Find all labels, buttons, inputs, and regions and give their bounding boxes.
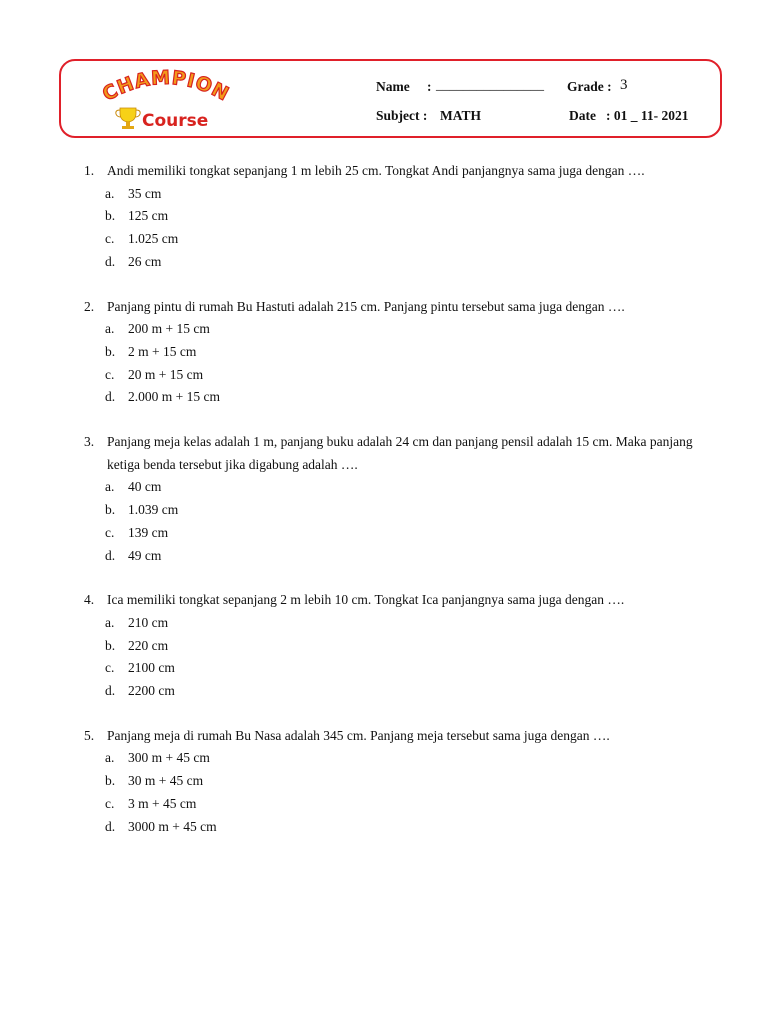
- option-text: 30 m + 45 cm: [128, 773, 204, 789]
- answer-option: [84, 341, 724, 364]
- option-text: 40 cm: [128, 479, 162, 495]
- answer-option: [84, 770, 724, 793]
- question-number: 1.: [84, 163, 95, 178]
- svg-text:CHAMPION: [99, 67, 233, 106]
- name-colon: :: [427, 79, 432, 94]
- answer-option: [84, 499, 724, 522]
- question-1: [84, 160, 724, 274]
- option-text: 26 cm: [128, 253, 162, 269]
- option-text: 2.000 m + 15 cm: [128, 389, 220, 405]
- answer-option: [84, 657, 724, 680]
- option-text: 35 cm: [128, 185, 162, 201]
- option-letter: b.: [105, 502, 116, 518]
- answer-option: [84, 318, 724, 341]
- option-letter: d.: [105, 389, 116, 405]
- option-letter: a.: [105, 750, 115, 766]
- option-text: 200 m + 15 cm: [128, 321, 210, 337]
- option-letter: a.: [105, 321, 115, 337]
- champion-course-logo: [86, 66, 246, 136]
- answer-option: [84, 522, 724, 545]
- question-number: 2.: [84, 298, 95, 314]
- option-text: 20 m + 15 cm: [128, 366, 204, 382]
- option-letter: d.: [105, 547, 116, 563]
- grade-label: Grade :: [567, 79, 612, 94]
- subject-value: MATH: [440, 108, 481, 123]
- option-text: 1.025 cm: [128, 231, 179, 247]
- option-letter: c.: [105, 231, 115, 247]
- option-text: 210 cm: [128, 614, 169, 630]
- option-text: 220 cm: [128, 637, 169, 653]
- question-text: Panjang meja kelas adalah 1 m, panjang buku adalah 24 cm dan panjang pensil adalah 15 cm. Maka panjang ketiga benda tersebut jika digabung adalah ….: [107, 434, 693, 472]
- question-number: 4.: [84, 592, 95, 608]
- option-text: 125 cm: [128, 208, 169, 224]
- grade-value: 3: [620, 77, 628, 93]
- option-letter: c.: [105, 795, 115, 811]
- answer-option: [84, 205, 724, 228]
- option-letter: c.: [105, 524, 115, 540]
- question-text: Panjang pintu di rumah Bu Hastuti adalah 215 cm. Panjang pintu tersebut sama juga dengan ….: [107, 298, 625, 314]
- option-letter: b.: [105, 637, 116, 653]
- date-label: Date: [569, 108, 596, 123]
- date-value: : 01 _ 11- 2021: [606, 108, 689, 123]
- logo-course-text: Course: [142, 111, 209, 131]
- question-5: [84, 725, 724, 839]
- option-letter: b.: [105, 208, 116, 224]
- answer-option: [84, 364, 724, 387]
- option-text: 2100 cm: [128, 660, 175, 676]
- option-letter: b.: [105, 343, 116, 359]
- trophy-icon: [116, 108, 140, 129]
- question-text: Panjang meja di rumah Bu Nasa adalah 345 cm. Panjang meja tersebut sama juga dengan ….: [107, 727, 610, 743]
- answer-option: [84, 228, 724, 251]
- option-text: 2200 cm: [128, 683, 175, 699]
- option-letter: c.: [105, 660, 115, 676]
- option-letter: a.: [105, 614, 115, 630]
- answer-option: [84, 251, 724, 274]
- answer-option: [84, 816, 724, 839]
- option-text: 3000 m + 45 cm: [128, 818, 217, 834]
- option-letter: a.: [105, 479, 115, 495]
- answer-option: [84, 635, 724, 658]
- question-3: [84, 431, 724, 567]
- question-number: 3.: [84, 434, 95, 450]
- name-blank-line: ________________: [436, 77, 544, 92]
- question-list: [84, 160, 724, 860]
- answer-option: [84, 545, 724, 568]
- option-text: 3 m + 45 cm: [128, 795, 197, 811]
- answer-option: [84, 612, 724, 635]
- option-letter: d.: [105, 253, 116, 269]
- answer-option: [84, 680, 724, 703]
- name-label: Name: [376, 79, 410, 94]
- answer-option: [84, 183, 724, 206]
- option-letter: d.: [105, 683, 116, 699]
- option-letter: d.: [105, 818, 116, 834]
- option-text: 1.039 cm: [128, 502, 179, 518]
- option-text: 49 cm: [128, 547, 162, 563]
- question-4: [84, 589, 724, 703]
- answer-option: [84, 793, 724, 816]
- option-letter: b.: [105, 773, 116, 789]
- option-letter: a.: [105, 185, 115, 201]
- option-letter: c.: [105, 366, 115, 382]
- option-text: 300 m + 45 cm: [128, 750, 210, 766]
- answer-option: [84, 386, 724, 409]
- option-text: 139 cm: [128, 524, 169, 540]
- question-text: Ica memiliki tongkat sepanjang 2 m lebih 10 cm. Tongkat Ica panjangnya sama juga dengan ….: [107, 592, 625, 608]
- option-text: 2 m + 15 cm: [128, 343, 197, 359]
- question-text: Andi memiliki tongkat sepanjang 1 m lebih 25 cm. Tongkat Andi panjangnya sama juga dengan ….: [107, 163, 645, 178]
- subject-label: Subject :: [376, 108, 428, 123]
- answer-option: [84, 476, 724, 499]
- question-2: [84, 296, 724, 410]
- answer-option: [84, 747, 724, 770]
- question-number: 5.: [84, 727, 95, 743]
- logo-champion-text: CHAMPION: [98, 66, 233, 106]
